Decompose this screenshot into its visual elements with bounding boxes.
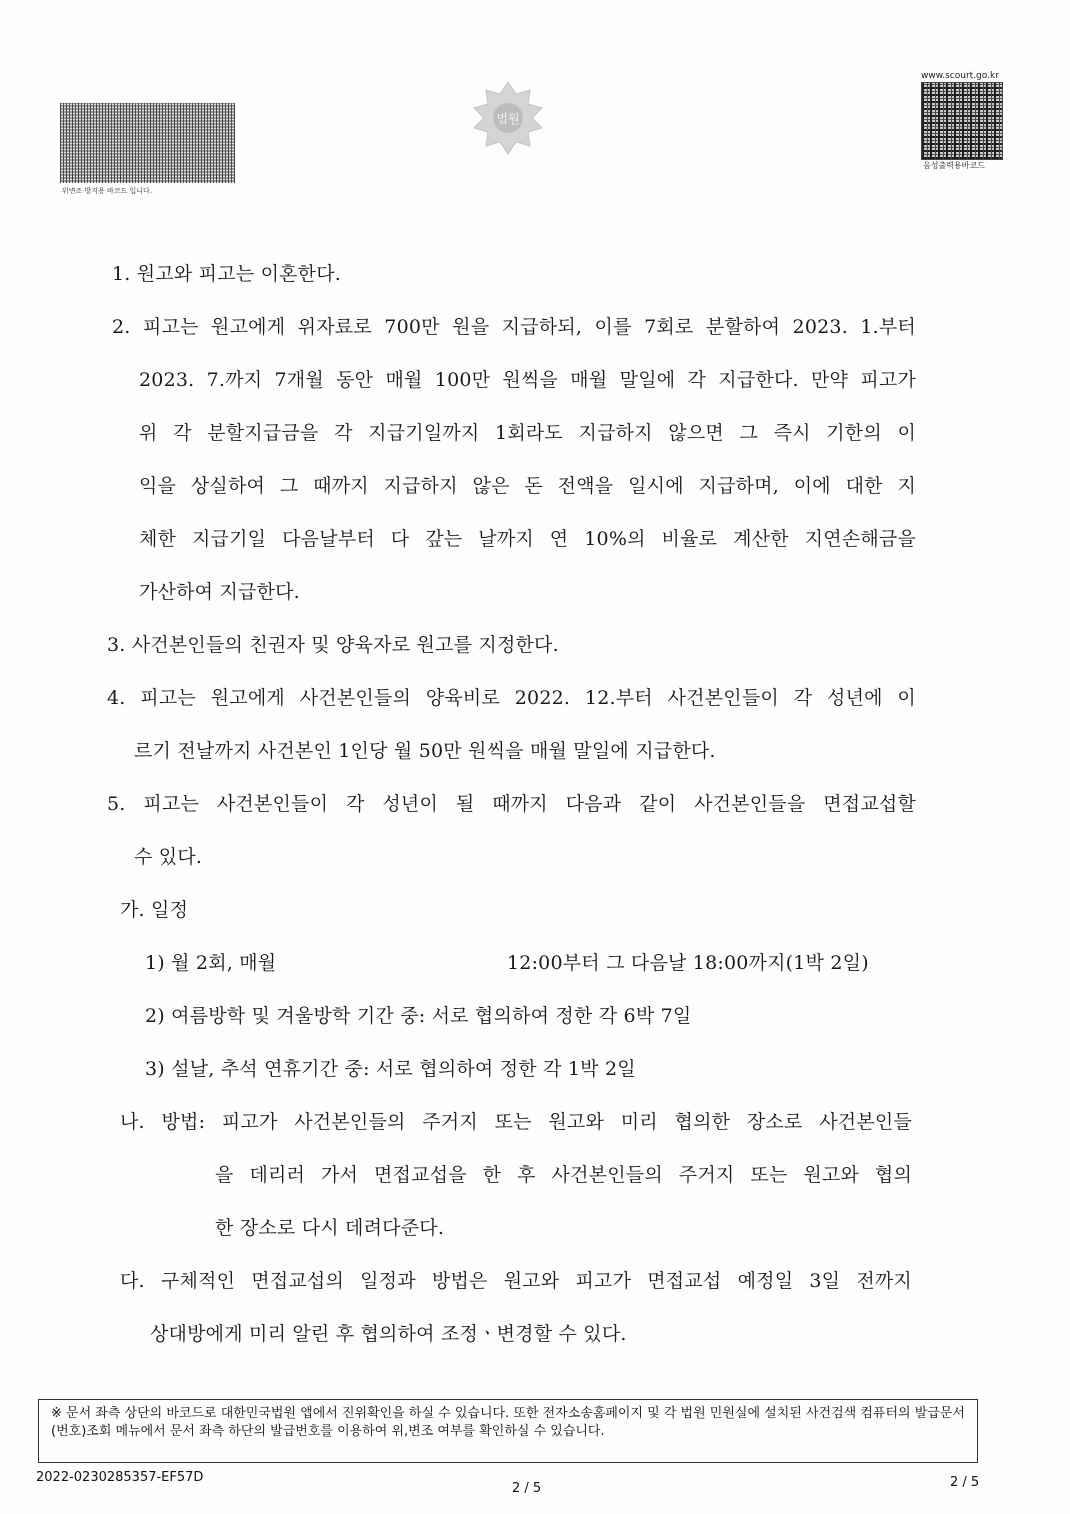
detail-line: 다. 구체적인 면접교섭의 일정과 방법은 원고와 피고가 면접교섭 예정일 3일 전까지 [120, 1270, 912, 1292]
item-4-line: 4. 피고는 원고에게 사건본인들의 양육비로 2022. 12.부터 사건본인들이 각 성년에 이 [107, 687, 916, 709]
item-2-line: 2023. 7.까지 7개월 동안 매월 100만 원씩을 매월 말일에 각 지급한다. 만약 피고가 [139, 369, 916, 391]
barcode-caption: 위변조 방지용 바코드 입니다. [62, 187, 153, 195]
method-line: 나. 방법: 피고가 사건본인들의 주거지 또는 원고와 미리 협의한 장소로 사건본인들 [120, 1111, 912, 1133]
schedule-heading: 가. 일정 [120, 899, 189, 921]
site-url: www.scourt.go.kr [921, 71, 999, 81]
page-number-center: 2 / 5 [512, 1481, 542, 1496]
issue-number: 2022-0230285357-EF57D [36, 1470, 204, 1485]
item-5-line: 수 있다. [134, 846, 203, 868]
forgery-prevention-barcode [60, 103, 235, 183]
item-5-line: 5. 피고는 사건본인들이 각 성년이 될 때까지 다음과 같이 사건본인들을 면접교섭할 [107, 793, 916, 815]
method-line: 한 장소로 다시 데려다준다. [215, 1217, 445, 1239]
qr-caption: 음성출력용바코드 [923, 161, 985, 170]
item-2-line: 체한 지급기일 다음날부터 다 갚는 날까지 연 10%의 비율로 계산한 지연손해금을 [139, 528, 916, 550]
schedule-item-2: 2) 여름방학 및 겨울방학 기간 중: 서로 협의하여 정한 각 6박 7일 [145, 1005, 692, 1027]
schedule-item-3: 3) 설날, 추석 연휴기간 중: 서로 협의하여 정한 각 1박 2일 [145, 1058, 636, 1080]
detail-line: 상대방에게 미리 알린 후 협의하여 조정ㆍ변경할 수 있다. [150, 1323, 627, 1345]
item-2-line: 익을 상실하여 그 때까지 지급하지 않은 돈 전액을 일시에 지급하며, 이에 대한 지 [139, 475, 916, 497]
item-4-line: 르기 전날까지 사건본인 1인당 월 50만 원씩을 매월 말일에 지급한다. [134, 740, 716, 762]
item-2-line: 2. 피고는 원고에게 위자료로 700만 원을 지급하되, 이를 7회로 분할하여 2023. 1.부터 [112, 316, 916, 338]
page-number-right: 2 / 5 [950, 1475, 980, 1490]
audio-output-qr-code [921, 82, 1003, 160]
item-2-line: 가산하여 지급한다. [139, 581, 300, 603]
court-emblem-icon [470, 80, 546, 156]
schedule-item-1-left: 1) 월 2회, 매월 [145, 952, 277, 974]
emblem-text: 법원 [496, 112, 520, 126]
schedule-item-1-right: 12:00부터 그 다음날 18:00까지(1박 2일) [507, 952, 869, 974]
method-line: 을 데리러 가서 면접교섭을 한 후 사건본인들의 주거지 또는 원고와 협의 [215, 1164, 912, 1186]
verification-notice: ※ 문서 좌측 상단의 바코드로 대한민국법원 앱에서 진위확인을 하실 수 있습니다. 또한 전자소송홈페이지 및 각 법원 민원실에 설치된 사건검색 컴퓨터의 발급문서(번호)조회 메뉴에서 문서 좌측 하단의 발급번호를 이용하여 위,변조 여부를 확인하실 수 있습니다. [38, 1399, 978, 1463]
item-1-divorce: 1. 원고와 피고는 이혼한다. [112, 263, 342, 285]
item-3-custody: 3. 사건본인들의 친권자 및 양육자로 원고를 지정한다. [107, 634, 559, 656]
item-2-line: 위 각 분할지급금을 각 지급기일까지 1회라도 지급하지 않으면 그 즉시 기한의 이 [139, 422, 916, 444]
